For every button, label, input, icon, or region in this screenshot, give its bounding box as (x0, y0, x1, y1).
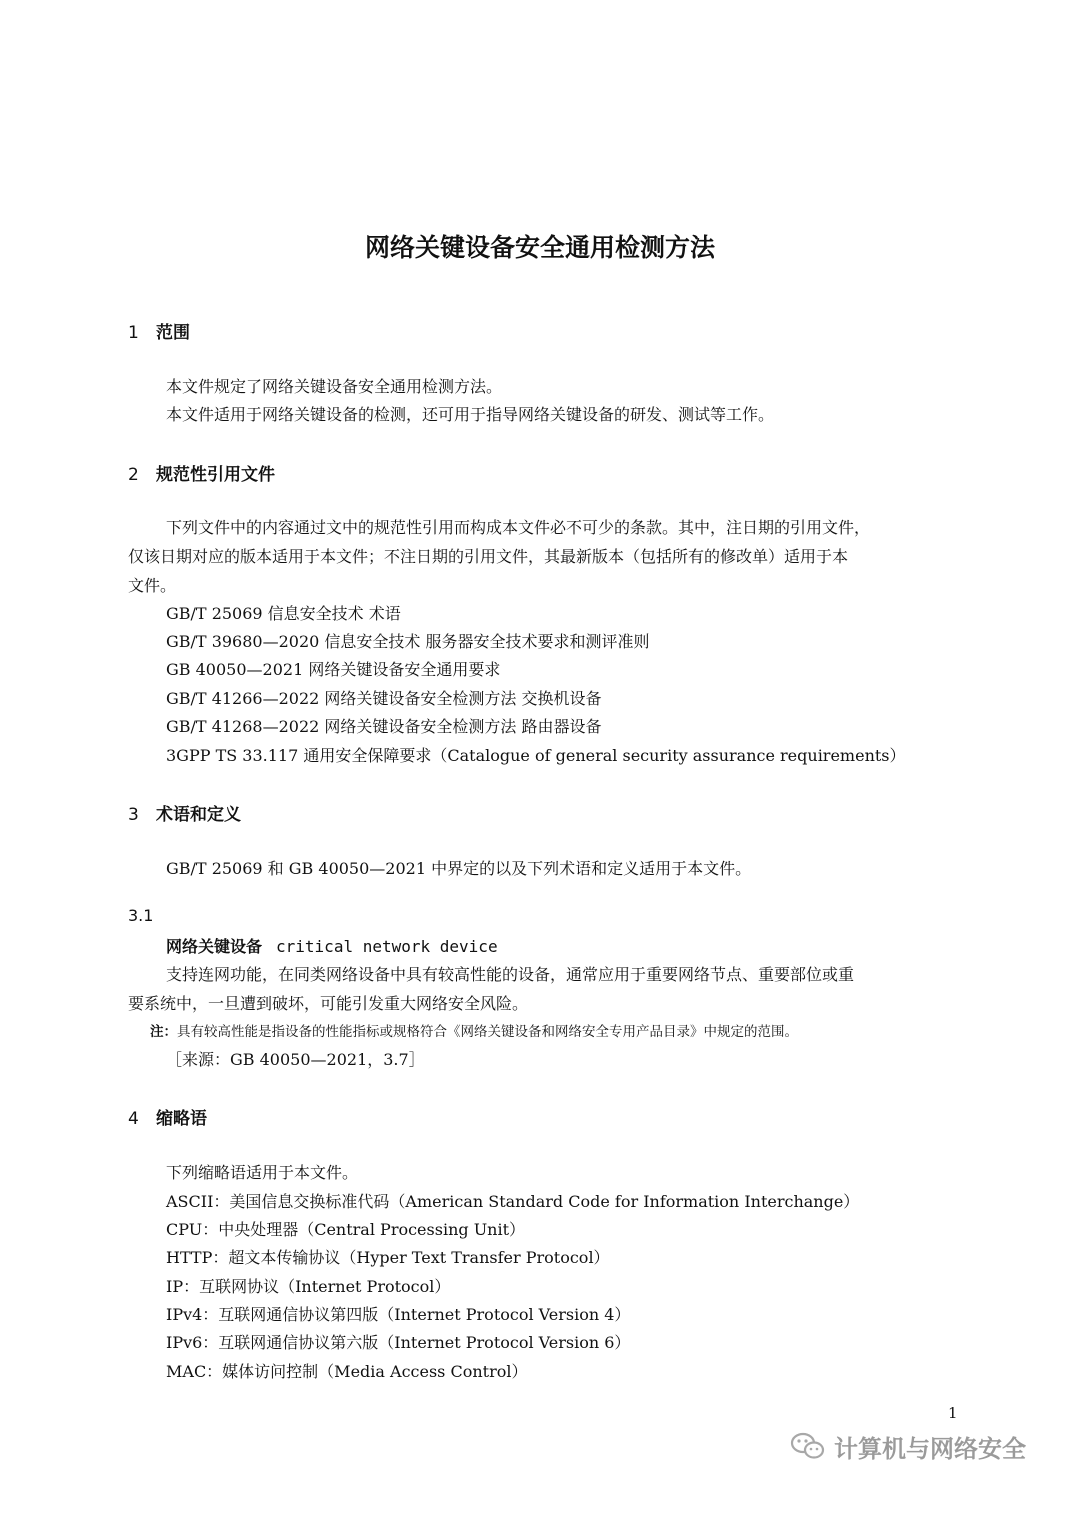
abbrev-item: CPU：中央处理器（Central Processing Unit） (166, 1220, 526, 1239)
term-chinese: 网络关键设备 (166, 937, 263, 956)
abbrev-item: MAC：媒体访问控制（Media Access Control） (166, 1362, 528, 1381)
term-number: 3.1 (128, 906, 154, 925)
document-title: 网络关键设备安全通用检测方法 (364, 233, 715, 262)
reference-item: GB/T 39680—2020 信息安全技术 服务器安全技术要求和测评准则 (166, 632, 650, 651)
scope-line-2: 本文件适用于网络关键设备的检测，还可用于指导网络关键设备的研发、测试等工作。 (166, 405, 775, 424)
reference-item: GB/T 25069 信息安全技术 术语 (166, 604, 401, 623)
section-title: 范围 (156, 323, 190, 343)
terms-intro: GB/T 25069 和 GB 40050—2021 中界定的以及下列术语和定义适用于本文件。 (166, 859, 752, 878)
abbrev-item: IPv4：互联网通信协议第四版（Internet Protocol Version 4） (166, 1305, 631, 1324)
section-heading-terms (128, 800, 241, 825)
reference-item: GB 40050—2021 网络关键设备安全通用要求 (166, 660, 501, 679)
watermark (790, 1426, 1026, 1466)
term-source: ［来源：GB 40050—2021，3.7］ (166, 1050, 425, 1069)
reference-item: GB/T 41266—2022 网络关键设备安全检测方法 交换机设备 (166, 689, 602, 708)
term-note (150, 1020, 798, 1040)
note-label: 注： (150, 1024, 177, 1040)
section-heading-scope (128, 318, 190, 343)
section-title: 缩略语 (156, 1109, 207, 1129)
watermark-text: 计算机与网络安全 (834, 1434, 1026, 1463)
normative-para-line-1: 下列文件中的内容通过文中的规范性引用而构成本文件必不可少的条款。其中，注日期的引用文件， (166, 518, 871, 537)
scope-line-1: 本文件规定了网络关键设备安全通用检测方法。 (166, 377, 503, 396)
section-title: 术语和定义 (156, 805, 241, 825)
abbrev-intro: 下列缩略语适用于本文件。 (166, 1163, 359, 1182)
section-title: 规范性引用文件 (156, 465, 275, 485)
term-definition-line-2: 要系统中，一旦遭到破坏，可能引发重大网络安全风险。 (128, 994, 529, 1013)
normative-para-line-3: 文件。 (128, 576, 177, 595)
page-number: 1 (948, 1404, 958, 1422)
note-text: 具有较高性能是指设备的性能指标或规格符合《网络关键设备和网络安全专用产品目录》中规定的范围。 (177, 1024, 798, 1040)
abbrev-item: IP：互联网协议（Internet Protocol） (166, 1277, 451, 1296)
section-number: 3 (128, 805, 139, 825)
reference-item: 3GPP TS 33.117 通用安全保障要求（Catalogue of general security assurance requirements） (166, 746, 906, 765)
term-definition-line-1: 支持连网功能，在同类网络设备中具有较高性能的设备，通常应用于重要网络节点、重要部位或重 (166, 965, 855, 984)
abbrev-item: IPv6：互联网通信协议第六版（Internet Protocol Version 6） (166, 1333, 631, 1352)
abbrev-item: ASCII：美国信息交换标准代码（American Standard Code for Information Interchange） (166, 1192, 860, 1211)
section-heading-abbreviations (128, 1104, 207, 1129)
section-number: 4 (128, 1109, 139, 1129)
section-number: 1 (128, 323, 139, 343)
section-heading-normative (128, 460, 275, 485)
abbrev-item: HTTP：超文本传输协议（Hyper Text Transfer Protocol） (166, 1248, 610, 1267)
term-english: critical network device (276, 937, 498, 956)
wechat-icon (790, 1431, 826, 1461)
section-number: 2 (128, 465, 139, 485)
reference-item: GB/T 41268—2022 网络关键设备安全检测方法 路由器设备 (166, 717, 602, 736)
term-entry (166, 934, 498, 957)
normative-para-line-2: 仅该日期对应的版本适用于本文件；不注日期的引用文件，其最新版本（包括所有的修改单）适用于本 (128, 547, 849, 566)
